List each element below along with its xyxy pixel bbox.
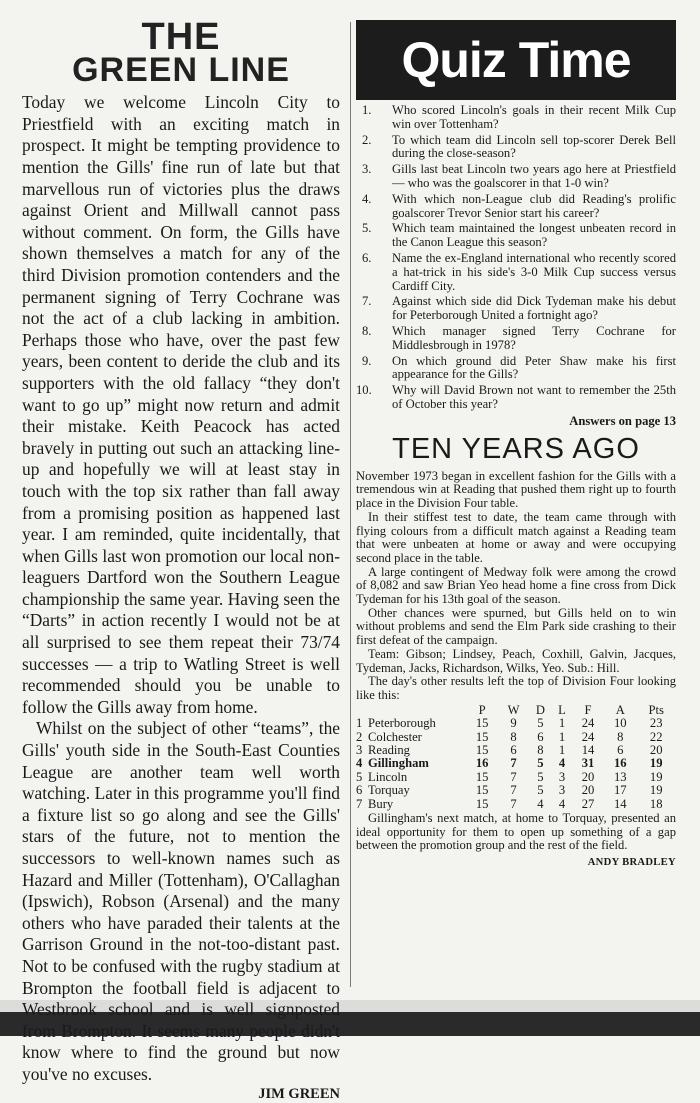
col-header-a: A <box>615 702 625 717</box>
quiz-question-number: 6. <box>362 250 372 265</box>
green-line-paragraph: Today we welcome Lincoln City to Priestfield with an exciting match in prospect. It might be tempting providence to mention the Gills' fine run of late but that marvellous run of victories plus the draws against Orient and Millwall cannot pass without comment. On form, the Gills have shown themselves a match for any of the third Division promotion contenders and the permanent signing of Terry Cochrane was not the act of a club lacking in ambition. Perhaps those who have, over the past few years, been content to deride the club and its supporters with the old fallacy “they don't want to go up” might now return and admit their mistake. Keith Peacock has acted bravely in putting out such an attacking line-up and hopefully we will at least stay in touch with the top six rather than fall away from a promising position as happened last year. I am reminded, quite incidentally, that when Gills last won promotion our local non-leaguers Dartford won the Southern League championship the same year. Having seen the “Darts” in action recently I would not be at all surprised to see them repeat their 73/74 successes — a trip to Watling Street is well recommended should you be unable to follow the Gills away from home. <box>22 92 340 717</box>
table-row: 6 Torquay 15 7 5 3 20 17 19 <box>356 783 663 798</box>
ten-years-paragraph: A large contingent of Medway folk were among the crowd of 8,082 and saw Brian Yeo head home a fine cross from Dick Tydeman for his 13th goal of the season. <box>356 564 676 607</box>
quiz-question-text: Who scored Lincoln's goals in their recent Milk Cup win over Tottenham? <box>392 103 676 131</box>
quiz-question-number: 1. <box>362 103 372 117</box>
green-line-title-line1: THE <box>141 16 221 58</box>
ten-years-author: ANDY BRADLEY <box>587 857 676 869</box>
table-row: 1 Peterborough 15 9 5 1 24 10 23 <box>356 716 663 731</box>
quiz-question-number: 3. <box>362 162 372 177</box>
quiz-question-text: On which ground did Peter Shaw make his first appearance for the Gills? <box>392 353 676 382</box>
col-header-p: P <box>478 702 486 717</box>
green-line-author: JIM GREEN <box>258 1085 340 1102</box>
ten-years-paragraph: The day's other results left the top of Division Four looking like this: <box>356 674 676 702</box>
quiz-question <box>356 384 676 412</box>
green-line-title-line2: GREEN LINE <box>72 50 290 89</box>
quiz-question-number: 10. <box>356 383 372 398</box>
table-row: 5 Lincoln 15 7 5 3 20 13 19 <box>356 769 663 784</box>
right-column <box>356 20 676 868</box>
ten-years-team-line: Team: Gibson; Lindsey, Peach, Coxhill, Galvin, Jacques, Tydeman, Jacks, Richardson, Wilks, Yeo. Sub.: Hill. <box>356 646 676 675</box>
quiz-question-text: Name the ex-England international who recently scored a hat-trick in his side's 3-0 Milk Cup success versus Cardiff City. <box>392 250 676 293</box>
ten-years-paragraph: November 1973 began in excellent fashion for the Gills with a tremendous win at Reading that pushed them right up to fourth place in the Division Four table. <box>356 468 676 511</box>
ten-years-paragraph: Gillingham's next match, at home to Torquay, presented an ideal opportunity for them to open up something of a gap between the promotion group and the rest of the field. <box>356 810 676 853</box>
quiz-question-number: 2. <box>362 132 372 147</box>
col-header-f: F <box>584 702 592 717</box>
green-line-paragraph: Whilst on the subject of other “teams”, the Gills' youth side in the South-East Counties League are another team well worth watching. Later in this programme you'll find a fixture list so go along and see the Gills' stars of the future, not to mention the successors to well-known names such as Hazard and Miller (Tottenham), O'Callaghan (Ipswich), Robson (Arsenal) and the many others who have paraded their talents at the Garrison Ground in the not-too-distant past. Not to be confused with the rugby stadium at Brompton the football field is adjacent to Westbrook school and is well signposted from Brompton. It seems many people didn't know where to find the ground but now you've no excuses. <box>22 718 340 1084</box>
quiz-banner: Quiz Time <box>356 20 676 100</box>
quiz-question-text: Gills last beat Lincoln two years ago here at Priestfield — who was the goalscorer in that 1-0 win? <box>392 162 676 190</box>
quiz-question <box>356 355 676 383</box>
quiz-question-text: Which manager signed Terry Cochrane for Middlesbrough in 1978? <box>392 323 676 352</box>
column-divider <box>350 22 351 987</box>
quiz-question-text: Why will David Brown not want to remember the 25th of October this year? <box>392 383 676 411</box>
quiz-question <box>356 134 676 162</box>
quiz-question-number: 7. <box>362 294 372 309</box>
quiz-question <box>356 252 676 293</box>
quiz-question <box>356 104 676 132</box>
quiz-question-text: Which team maintained the longest unbeaten record in the Canon League this season? <box>392 221 676 250</box>
quiz-question <box>356 193 676 221</box>
ten-years-paragraph: Other chances were spurned, but Gills held on to win without problems and send the Elm Park side crashing to their first defeat of the campaign. <box>356 605 676 648</box>
table-row: 2 Colchester 15 8 6 1 24 8 22 <box>356 729 663 744</box>
ten-years-paragraph: In their stiffest test to date, the team came through with flying colours from a difficult match against a Reading team that were unbeaten at home or away and were occupying second place in the table. <box>356 509 676 565</box>
green-line-body <box>22 92 340 1085</box>
quiz-question <box>356 222 676 250</box>
quiz-question-number: 9. <box>362 353 372 368</box>
league-table-header <box>356 704 676 717</box>
table-row: 7 Bury 15 7 4 4 27 14 18 <box>356 796 663 811</box>
quiz-question-number: 5. <box>362 221 372 236</box>
quiz-question-number: 8. <box>362 323 372 338</box>
quiz-question-text: With which non-League club did Reading's prolific goalscorer Trevor Senior start his career? <box>392 191 676 220</box>
col-header-w: W <box>507 702 520 717</box>
ten-years-ago-body <box>356 470 676 853</box>
col-header-pts: Pts <box>648 702 664 717</box>
answers-note: Answers on page 13 <box>569 413 676 428</box>
green-line-heading <box>22 16 340 89</box>
quiz-question-text: To which team did Lincoln sell top-scorer Derek Bell during the close-season? <box>392 132 676 161</box>
table-row: 3 Reading 15 6 8 1 14 6 20 <box>356 742 663 757</box>
quiz-question <box>356 163 676 191</box>
league-table <box>356 704 676 811</box>
col-header-l: L <box>558 702 566 717</box>
quiz-question-number: 4. <box>362 191 372 206</box>
quiz-question-text: Against which side did Dick Tydeman make his debut for Peterborough United a fortnight ago? <box>392 294 676 323</box>
col-header-d: D <box>535 702 545 717</box>
table-row-highlighted: 4 Gillingham 16 7 5 4 31 16 19 <box>356 756 663 771</box>
ten-years-ago-heading: TEN YEARS AGO <box>392 432 640 465</box>
quiz-question-list <box>356 104 676 412</box>
green-line-column <box>22 16 340 1103</box>
quiz-question <box>356 325 676 353</box>
quiz-question <box>356 295 676 323</box>
